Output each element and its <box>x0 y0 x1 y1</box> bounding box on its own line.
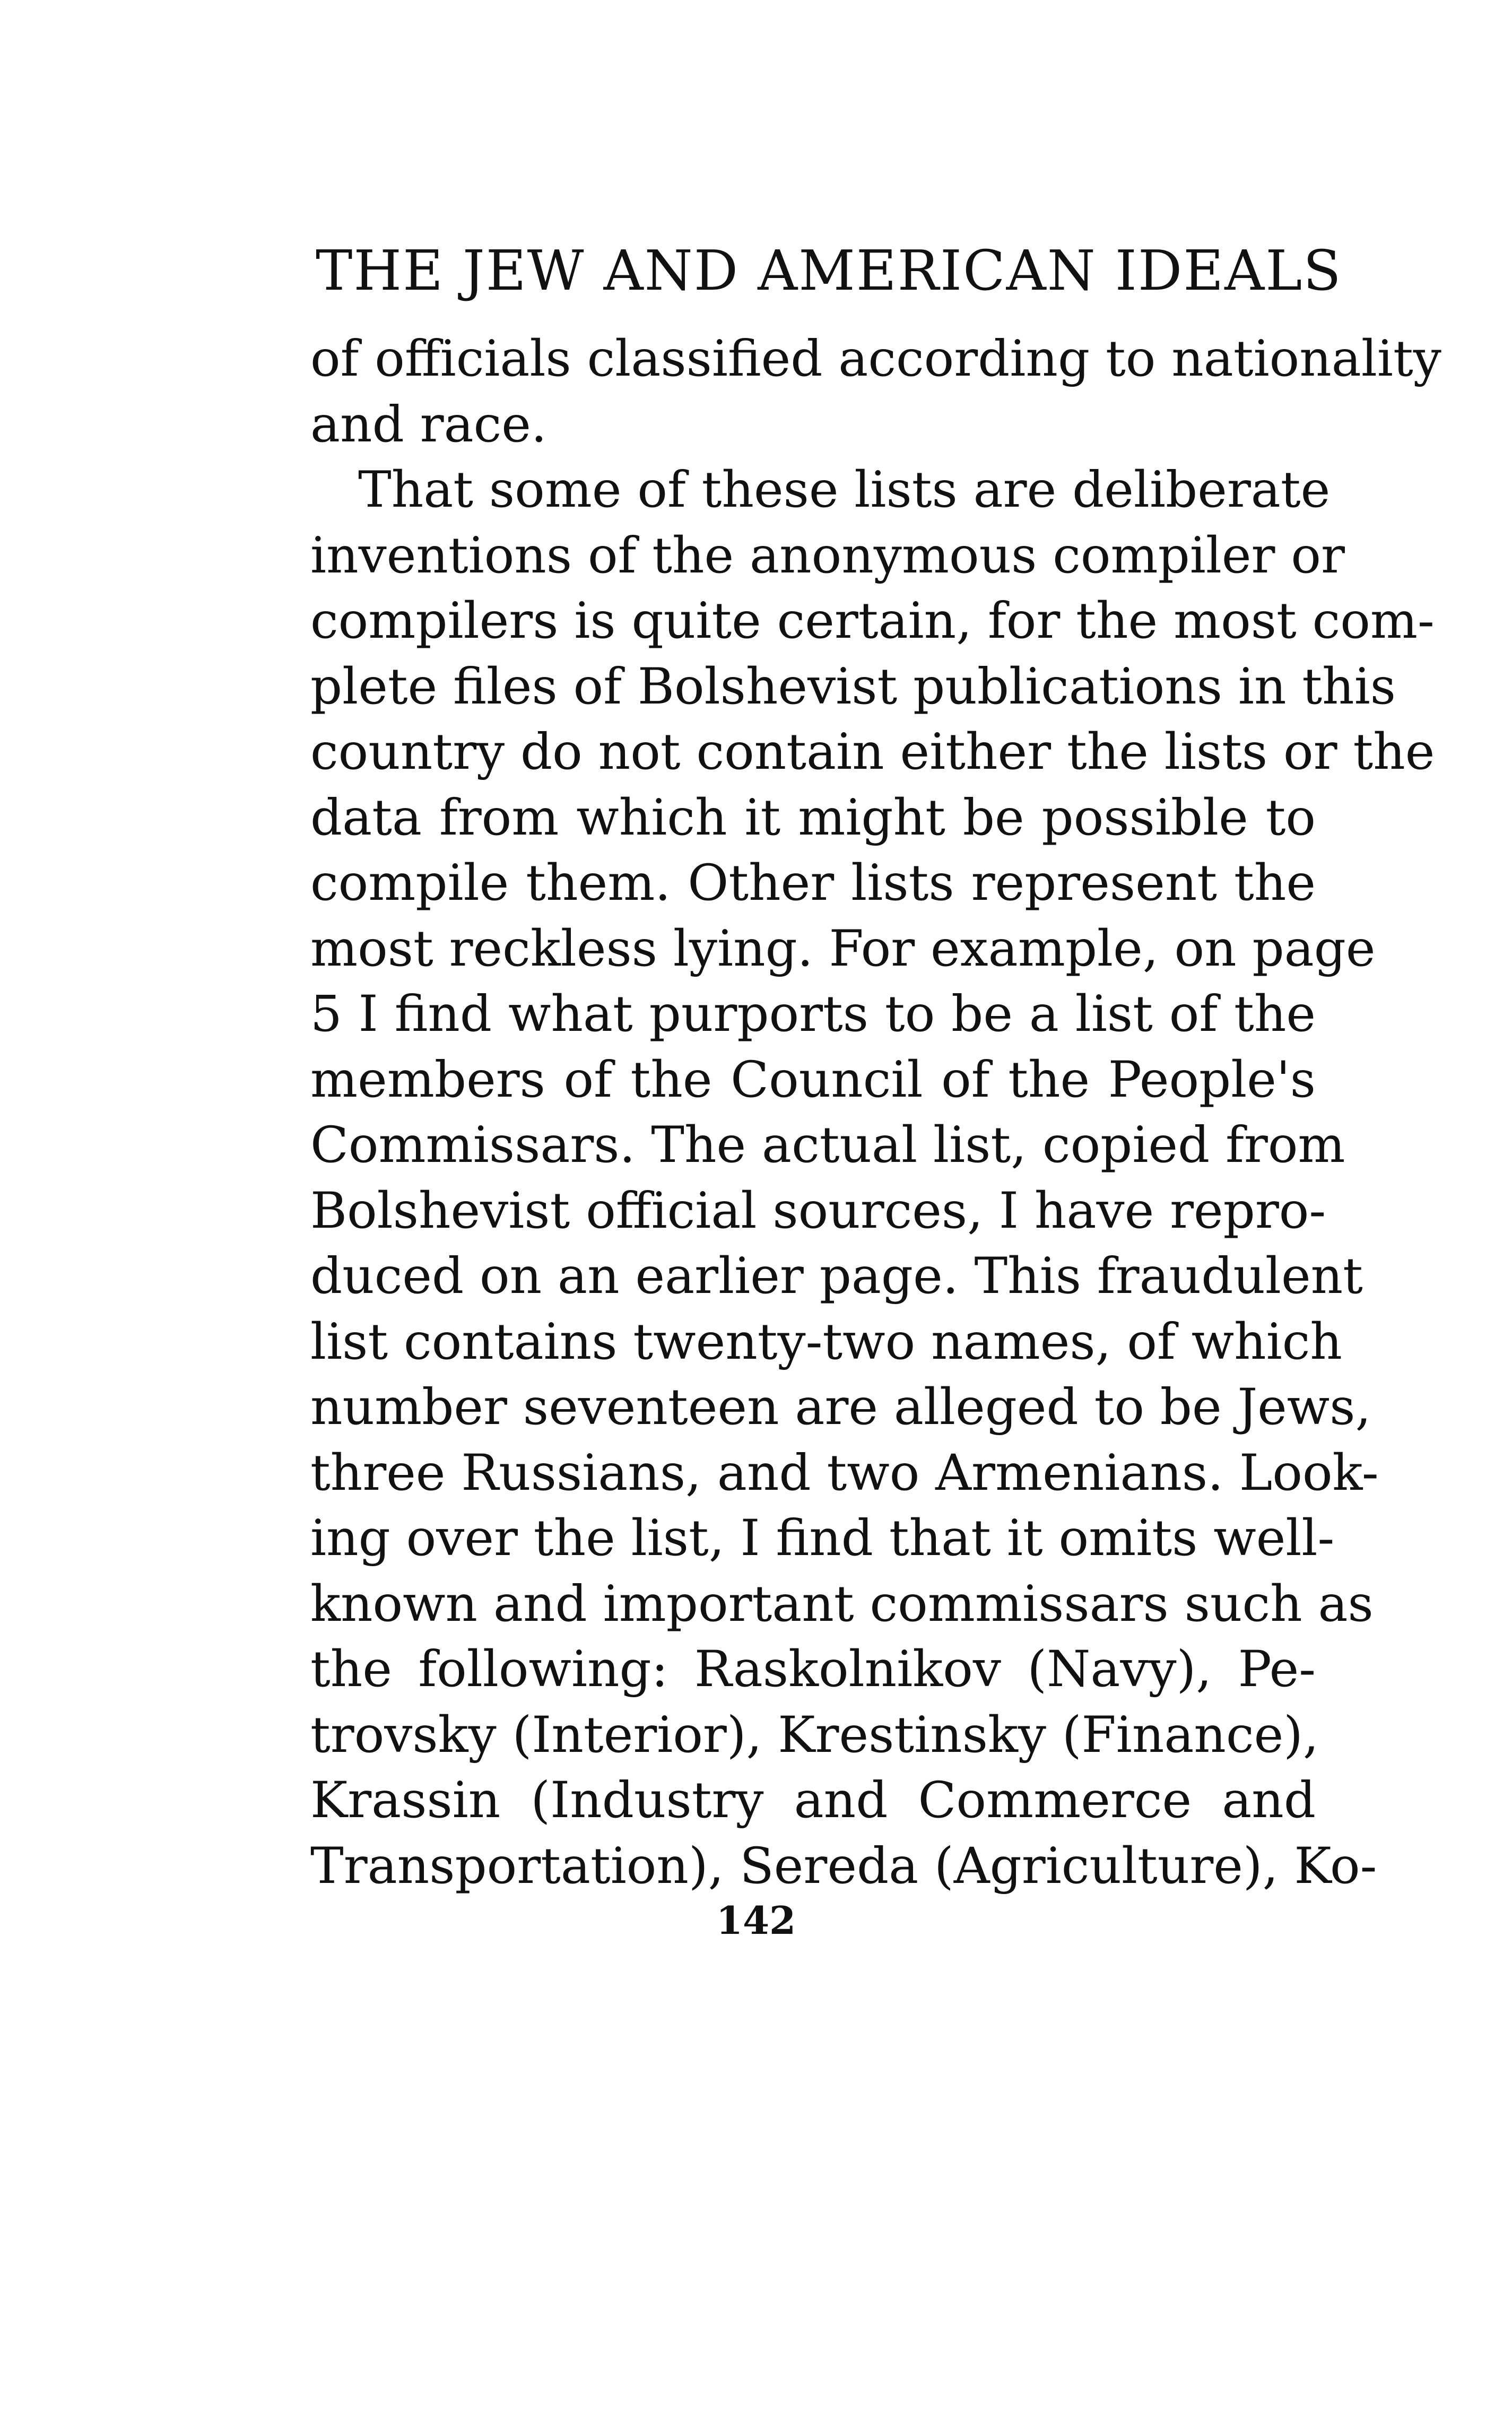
text-line: trovsky (Interior), Krestinsky (Finance), <box>310 1706 1319 1764</box>
text-line: 5 I find what purports to be a list of the <box>310 985 1316 1043</box>
text-line: ing over the list, I find that it omits well- <box>310 1509 1335 1567</box>
running-head: THE JEW AND AMERICAN IDEALS <box>316 238 1342 303</box>
text-line: compilers is quite certain, for the most com- <box>310 592 1435 650</box>
text-line: number seventeen are alleged to be Jews, <box>310 1378 1371 1436</box>
text-line: most reckless lying. For example, on page <box>310 919 1376 978</box>
text-line: plete files of Bolshevist publications in this <box>310 657 1396 716</box>
text-line: That some of these lists are deliberate <box>358 461 1331 519</box>
text-line: data from which it might be possible to <box>310 788 1316 847</box>
text-line: and race. <box>310 395 547 454</box>
text-line: Bolshevist official sources, I have repro- <box>310 1182 1326 1240</box>
text-line: Krassin (Industry and Commerce and <box>310 1772 1316 1829</box>
text-line: of officials classified according to nationality <box>310 330 1441 388</box>
body-text <box>310 326 1441 1899</box>
text-line: list contains twenty-two names, of which <box>310 1313 1342 1371</box>
text-line: country do not contain either the lists or the <box>310 723 1435 781</box>
text-line: compile them. Other lists represent the <box>310 854 1316 912</box>
text-line: members of the Council of the People's <box>310 1050 1316 1109</box>
page-number: 142 <box>716 1898 796 1943</box>
text-line: known and important commissars such as <box>310 1575 1374 1633</box>
text-line: Commissars. The actual list, copied from <box>310 1116 1345 1174</box>
text-line: inventions of the anonymous compiler or <box>310 526 1345 585</box>
text-line: the following: Raskolnikov (Navy), Pe- <box>310 1640 1316 1698</box>
text-line: Transportation), Sereda (Agriculture), Ko- <box>310 1837 1377 1895</box>
text-line: three Russians, and two Armenians. Look- <box>310 1444 1379 1502</box>
text-line: duced on an earlier page. This fraudulent <box>310 1247 1363 1305</box>
